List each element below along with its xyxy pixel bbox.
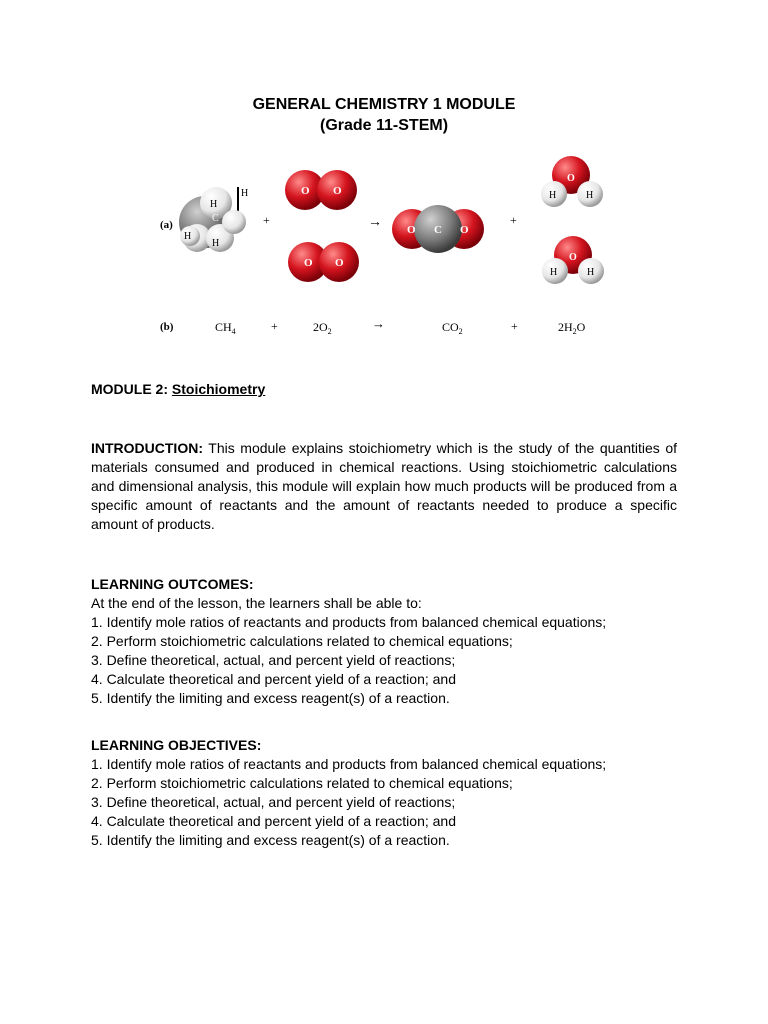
list-item: 1. Identify mole ratios of reactants and products from balanced chemical equations; xyxy=(91,756,607,772)
o2-molecule-bottom xyxy=(288,242,359,282)
introduction-text: This module explains stoichiometry which is the study of the quantities of materials consumed and produced in chemical reactions. Using stoichiometric calculations and dimensional analysis, this module will explain how much products will be produced from a specific amount of reactants and the amount of reactants needed to produce a specific amount of products. xyxy=(91,440,678,532)
svg-text:O: O xyxy=(335,257,344,269)
document-title: GENERAL CHEMISTRY 1 MODULE xyxy=(252,96,516,113)
plus-sign: + xyxy=(511,319,518,333)
plus-sign: + xyxy=(263,213,270,227)
outcomes-heading: LEARNING OUTCOMES: xyxy=(91,576,254,592)
o2-molecule-top xyxy=(285,170,357,210)
introduction-label: INTRODUCTION: xyxy=(91,440,203,456)
document-subtitle: (Grade 11-STEM) xyxy=(319,117,449,134)
formula-co2: $CO_2$ xyxy=(442,320,463,336)
svg-text:H: H xyxy=(549,190,557,201)
formula-ch4: $CH_4$ xyxy=(215,320,236,336)
objectives-heading: LEARNING OBJECTIVES: xyxy=(91,737,262,753)
learning-objectives-section xyxy=(91,736,677,850)
list-item: 1. Identify mole ratios of reactants and products from balanced chemical equations; xyxy=(91,614,607,630)
svg-text:H: H xyxy=(241,188,249,199)
plus-sign: + xyxy=(271,319,278,333)
list-item: 2. Perform stoichiometric calculations related to chemical equations; xyxy=(91,633,513,649)
svg-text:O: O xyxy=(304,257,313,269)
svg-text:C: C xyxy=(212,213,219,224)
svg-text:O: O xyxy=(569,252,577,263)
svg-text:H: H xyxy=(184,231,192,242)
ch4-molecule xyxy=(179,187,248,252)
list-item: 2. Perform stoichiometric calculations related to chemical equations; xyxy=(91,775,513,791)
outcomes-list xyxy=(91,613,677,708)
svg-text:O: O xyxy=(301,185,310,197)
list-item: 5. Identify the limiting and excess reagent(s) of a reaction. xyxy=(91,690,450,706)
introduction-paragraph xyxy=(91,439,677,534)
module-label: MODULE 2: xyxy=(91,381,168,397)
label-a: (a) xyxy=(160,219,173,231)
h2o-molecule-top xyxy=(541,156,603,207)
plus-sign: + xyxy=(510,213,517,227)
outcomes-lead: At the end of the lesson, the learners shall be able to: xyxy=(91,595,422,611)
co2-molecule xyxy=(392,205,484,253)
label-b: (b) xyxy=(160,321,174,333)
list-item: 5. Identify the limiting and excess reagent(s) of a reaction. xyxy=(91,832,450,848)
list-item: 4. Calculate theoretical and percent yield of a reaction; and xyxy=(91,813,457,829)
svg-text:O: O xyxy=(460,224,469,236)
svg-text:H: H xyxy=(586,190,594,201)
list-item: 4. Calculate theoretical and percent yield of a reaction; and xyxy=(91,671,457,687)
reaction-arrow: → xyxy=(368,215,382,230)
formula-2h2o: $2H_2O$ xyxy=(558,320,586,336)
module-name: Stoichiometry xyxy=(171,381,266,397)
h2o-molecule-bottom xyxy=(542,236,604,284)
learning-outcomes-section xyxy=(91,575,677,708)
list-item: 3. Define theoretical, actual, and percent yield of reactions; xyxy=(91,652,456,668)
formula-2o2: $2O_2$ xyxy=(313,320,332,336)
svg-text:H: H xyxy=(212,238,220,249)
svg-text:O: O xyxy=(567,173,575,184)
svg-text:O: O xyxy=(407,224,416,236)
objectives-list xyxy=(91,755,677,850)
svg-text:O: O xyxy=(333,185,342,197)
list-item: 3. Define theoretical, actual, and percent yield of reactions; xyxy=(91,794,456,810)
svg-text:H: H xyxy=(587,267,595,278)
module-heading xyxy=(91,380,677,399)
reaction-arrow: → xyxy=(372,316,385,331)
methane-combustion-figure xyxy=(150,150,620,350)
svg-text:H: H xyxy=(210,199,218,210)
svg-text:H: H xyxy=(550,267,558,278)
svg-text:C: C xyxy=(434,224,442,236)
